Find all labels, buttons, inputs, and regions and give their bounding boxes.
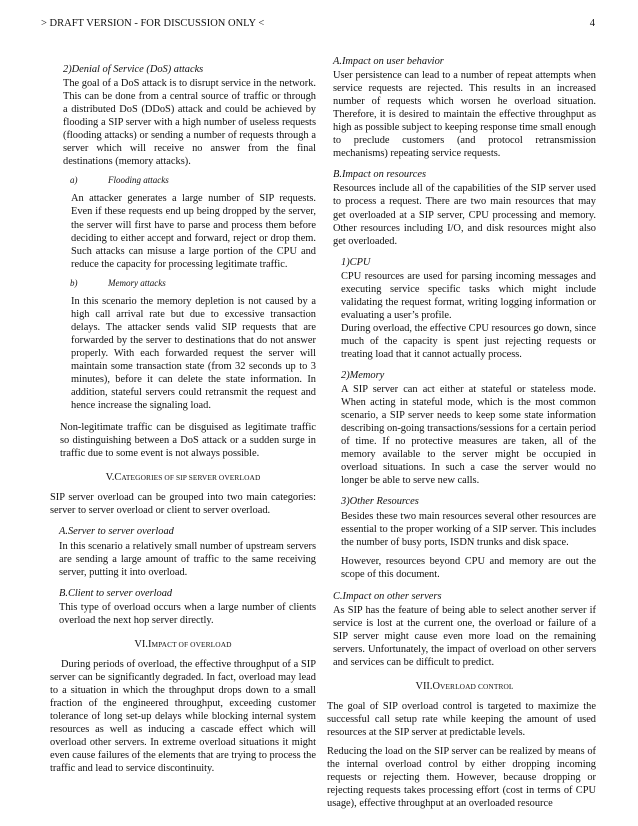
impact-other-servers-paragraph: As SIP has the feature of being able to select another server if service is lost at the current one, the overload or failure of a SIP server might cause even more load on the remaining servers. Unfortunately, the impact of overload on other servers and services can be difficult to predict. bbox=[333, 604, 596, 668]
memory-attacks-letter: b) bbox=[70, 277, 78, 288]
section-5a-heading: A.Server to server overload bbox=[59, 526, 174, 538]
other-resources-heading: 3)Other Resources bbox=[341, 496, 419, 508]
section-6-paragraph: During periods of overload, the effective throughput of a SIP server can be significantly degraded. In fact, overload may lead to a situation in which the throughput drops down to a small fraction of the engineered throughput, exceeding customer tolerance of long set-up delays while blocking internal system resources as well as inducing a cascade effect which will overload other servers. In extreme overload situations it might even cause failures of the elements that are trying to process the traffic and lead to service discontinuity. bbox=[50, 658, 316, 775]
section-5b-heading: B.Client to server overload bbox=[59, 587, 173, 599]
impact-user-paragraph: User persistence can lead to a number of repeat attempts when service requests are rejected. This results in an increased number of requests which worsen he overload situation. Therefore, it is desired to maintain the effective throughput as high as possible subject to keeping response time small enough to preclude customers (and protocol retransmission mechanisms) repeating service requests. bbox=[333, 70, 596, 160]
section-5-number: V.C bbox=[105, 472, 122, 484]
section-5-title: ATEGORIES OF SIP SERVER OVERLOAD bbox=[121, 473, 261, 483]
flooding-label bbox=[70, 174, 316, 187]
cpu-heading: 1)CPU bbox=[341, 256, 371, 268]
section-7-heading bbox=[333, 680, 596, 693]
draft-notice: > DRAFT VERSION - FOR DISCUSSION ONLY < bbox=[41, 18, 265, 29]
section-7-number: VII.O bbox=[415, 681, 440, 693]
page-header bbox=[41, 18, 595, 32]
right-column bbox=[327, 55, 596, 810]
memory-attacks-label bbox=[70, 277, 316, 290]
section-5-paragraph: SIP server overload can be grouped into two main categories: server to server overload or client to server overload. bbox=[50, 492, 316, 517]
dos-heading: 2)Denial of Service (DoS) attacks bbox=[63, 64, 204, 75]
section-5a-paragraph: In this scenario a relatively small number of upstream servers are sending a large amount of traffic to the same receiving server, putting it into overload. bbox=[59, 540, 316, 578]
section-7-title: VERLOAD CONTROL bbox=[439, 682, 514, 692]
flooding-letter: a) bbox=[70, 175, 78, 186]
section-5-heading bbox=[50, 471, 316, 484]
flooding-label-text: Flooding attacks bbox=[108, 175, 169, 186]
other-resources-paragraph-1: Besides these two main resources several other resources are essential to the proper working of a SIP server. This includes the number of busy ports, ISDN trunks and disk space. bbox=[341, 510, 596, 548]
section-6-title: MPACT OF OVERLOAD bbox=[151, 639, 232, 649]
flooding-paragraph: An attacker generates a large number of SIP requests. Even if these requests end up being dropped by the server, the server will first have to parse and process them before deciding to either accept and forward, reject or drop them. Such attacks can misuse a large portion of the CPU and reduce the capacity for processing legitimate traffic. bbox=[71, 193, 316, 270]
cpu-paragraph-1: CPU resources are used for parsing incoming messages and executing service specific tasks which might include validating the request format, writing logging information or evaluating a user’s profile. bbox=[341, 270, 596, 321]
impact-other-servers-heading: C.Impact on other servers bbox=[333, 590, 442, 602]
other-resources-paragraph-2: However, resources beyond CPU and memory are out the scope of this document. bbox=[341, 555, 596, 580]
impact-resources-heading: B.Impact on resources bbox=[333, 169, 427, 181]
memory-attacks-label-text: Memory attacks bbox=[108, 277, 166, 288]
section-5b-paragraph: This type of overload occurs when a large number of clients overload the next hop server directly. bbox=[59, 601, 316, 626]
dos-paragraph: The goal of a DoS attack is to disrupt service in the network. This can be done from a central source of traffic or through a distributed DoS (DDoS) attack and could be achieved by flooding a SIP server with a high number of useless requests (flooding attacks) or sending a number of requests through a server which will receive no answer from the final destinations (memory attacks). bbox=[63, 78, 316, 168]
memory-paragraph: A SIP server can act either at stateful or stateless mode. When acting in stateful mode, which is the most common scenario, a SIP server needs to keep some state information describing on-going transactions/sessions for a certain period of time. If no protective measures are taken, all of the memory available to the server might be occupied in overload situations. In such a case the server would no longer be able to serve new calls. bbox=[341, 384, 596, 487]
section-6-heading bbox=[50, 638, 316, 651]
impact-resources-paragraph: Resources include all of the capabilities of the SIP server used to process a request. There are two main resources that may get overloaded at a SIP server, CPU processing and memory. Other resources including I/O, and disk resources might also get overloaded. bbox=[333, 183, 596, 247]
memory-heading: 2)Memory bbox=[341, 370, 385, 382]
left-column bbox=[50, 55, 316, 775]
section-7-paragraph-1: The goal of SIP overload control is targeted to maximize the successful call setup rate while keeping the amount of used resources at the SIP server at predictable levels. bbox=[327, 701, 596, 739]
memory-attacks-paragraph: In this scenario the memory depletion is not caused by a high call arrival rate but due to excessive transaction delays. The attacker sends valid SIP requests that are forwarded by the server to destinations that do not answer properly. With each forwarded request the server will maintain some transaction state (from 32 seconds up to 3 minutes), before it can delete the state information. In addition, stateful servers could retransmit the request and hence increase the signaling load. bbox=[71, 295, 316, 412]
section-6-number: VI.I bbox=[134, 638, 152, 650]
cpu-paragraph-2: During overload, the effective CPU resources go down, since much of the capacity is spent just rejecting requests or treating load that it cannot actually process. bbox=[341, 322, 596, 360]
impact-user-heading: A.Impact on user behavior bbox=[333, 56, 444, 67]
nonlegit-paragraph: Non-legitimate traffic can be disguised as legitimate traffic so distinguishing between a DoS attack or a sudden surge in traffic due to some event is not always possible. bbox=[60, 422, 316, 460]
page-number: 4 bbox=[589, 18, 595, 29]
section-7-paragraph-2: Reducing the load on the SIP server can be realized by means of the internal overload control by either dropping incoming requests or rejecting them. However, because dropping or rejecting requests takes processing effort (cost in terms of CPU usage), effective throughput at an overloaded resource bbox=[327, 746, 596, 810]
